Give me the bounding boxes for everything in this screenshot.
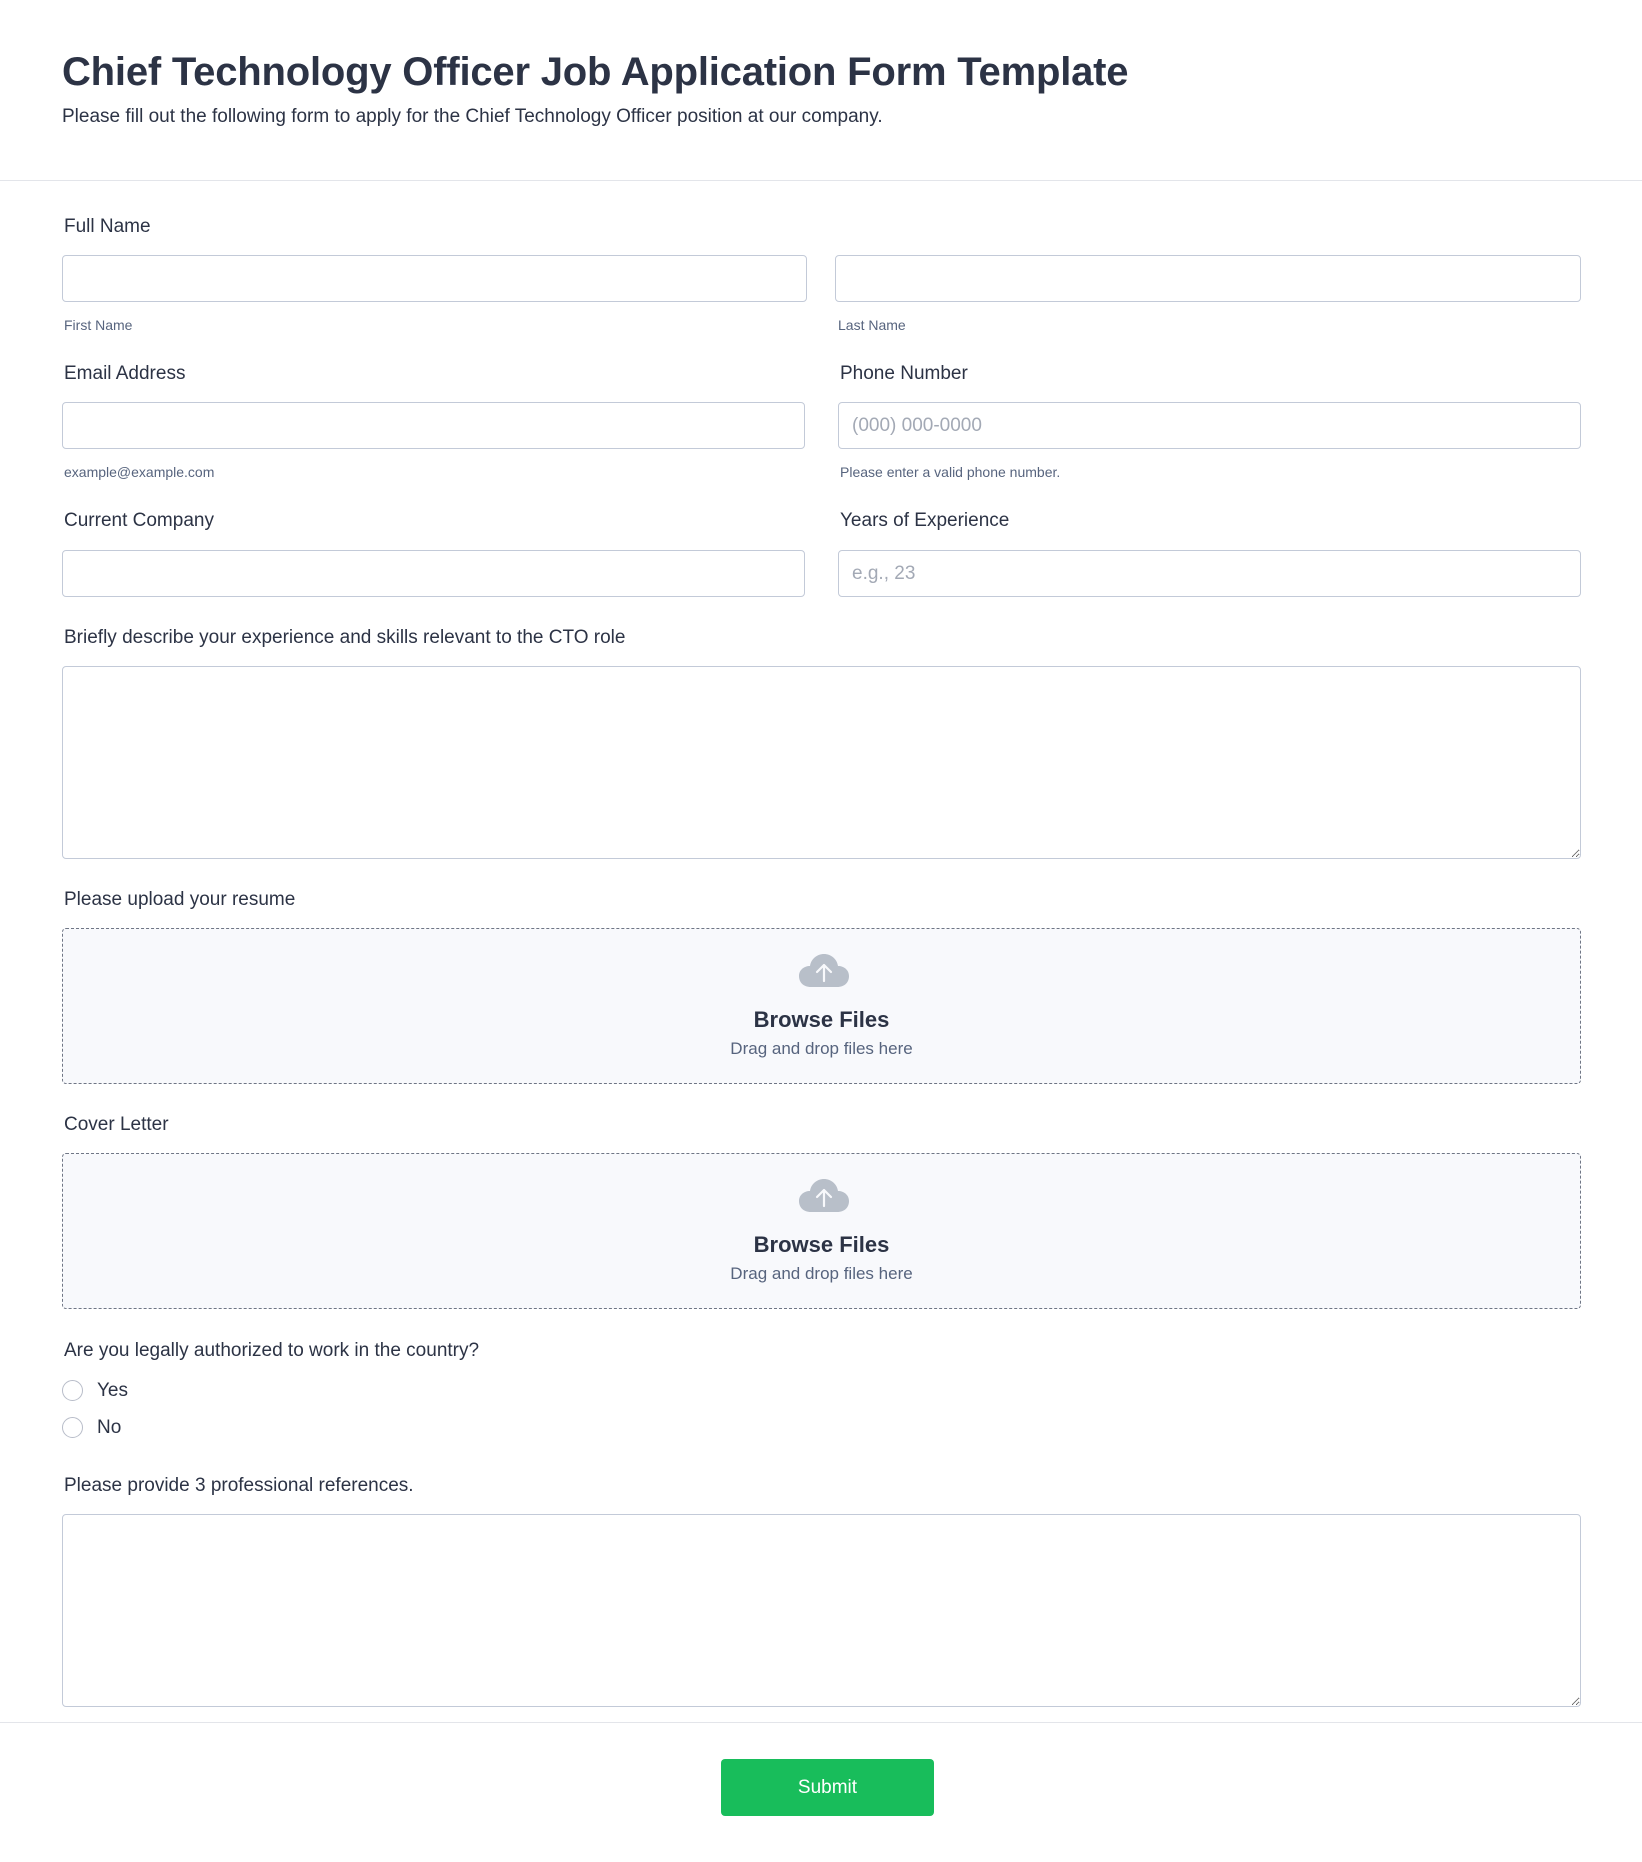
cloud-upload-icon — [799, 1178, 849, 1214]
email-input[interactable] — [62, 402, 805, 449]
resume-label: Please upload your resume — [64, 889, 296, 910]
experience-description-textarea[interactable] — [62, 666, 1581, 859]
resume-drag-text: Drag and drop files here — [730, 1039, 913, 1058]
email-sublabel: example@example.com — [64, 464, 215, 480]
phone-sublabel: Please enter a valid phone number. — [840, 464, 1061, 480]
company-label: Current Company — [64, 510, 214, 531]
years-experience-label: Years of Experience — [840, 510, 1010, 531]
submit-button[interactable]: Submit — [721, 1759, 934, 1816]
form-header — [0, 0, 1642, 181]
form-subtitle: Please fill out the following form to apply for the Chief Technology Officer position at our company. — [62, 106, 883, 127]
phone-input[interactable] — [838, 402, 1581, 449]
years-experience-input[interactable] — [838, 550, 1581, 597]
cover-letter-drag-text: Drag and drop files here — [730, 1264, 913, 1283]
first-name-sublabel: First Name — [64, 317, 133, 333]
last-name-input[interactable] — [835, 255, 1581, 302]
resume-upload-area[interactable] — [62, 928, 1581, 1084]
references-label: Please provide 3 professional references. — [64, 1475, 414, 1496]
cover-letter-upload-area[interactable] — [62, 1153, 1581, 1309]
references-textarea[interactable] — [62, 1514, 1581, 1707]
form-title: Chief Technology Officer Job Application Form Template — [62, 50, 1129, 94]
radio-yes-label: Yes — [97, 1380, 128, 1401]
email-label: Email Address — [64, 363, 186, 384]
resume-browse-files[interactable]: Browse Files — [753, 1007, 890, 1032]
first-name-input[interactable] — [62, 255, 807, 302]
radio-no-button[interactable] — [62, 1417, 83, 1438]
work-authorization-label: Are you legally authorized to work in the country? — [64, 1340, 480, 1361]
experience-description-label: Briefly describe your experience and skills relevant to the CTO role — [64, 627, 626, 648]
cloud-upload-icon — [799, 953, 849, 989]
full-name-label: Full Name — [64, 216, 151, 237]
radio-yes-button[interactable] — [62, 1380, 83, 1401]
cover-letter-browse-files[interactable]: Browse Files — [753, 1232, 890, 1257]
footer-divider — [0, 1722, 1642, 1723]
radio-no-label: No — [97, 1417, 122, 1438]
company-input[interactable] — [62, 550, 805, 597]
cover-letter-label: Cover Letter — [64, 1114, 169, 1135]
last-name-sublabel: Last Name — [838, 317, 906, 333]
phone-label: Phone Number — [840, 363, 968, 384]
